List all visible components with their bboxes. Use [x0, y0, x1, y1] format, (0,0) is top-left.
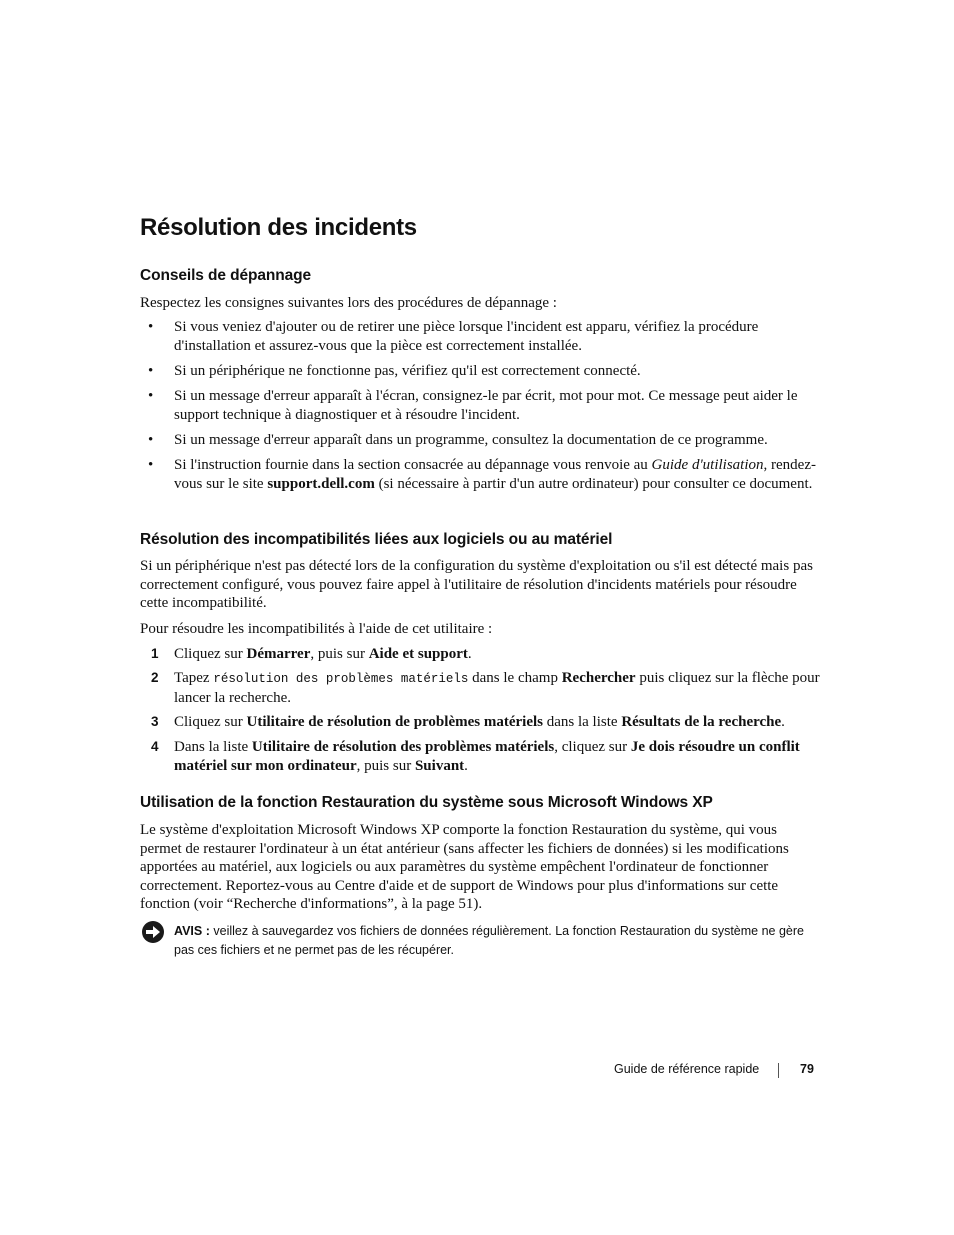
list-item: • Si un message d'erreur apparaît dans un programme, consultez la documentation de ce programme. [148, 432, 768, 448]
user-guide-reference: Guide d'utilisation [651, 457, 764, 473]
bullet-icon: • [148, 432, 154, 448]
list-item: 1 Cliquez sur Démarrer, puis sur Aide et support. [151, 646, 472, 662]
support-site-link[interactable]: support.dell.com [267, 475, 375, 492]
notice-label: AVIS : [174, 924, 210, 938]
list-item: • Si l'instruction fournie dans la section consacrée au dépannage vous renvoie au Guide d'utilisation, rendez-vous sur le site support.dell.com (si nécessaire à partir d'un autre ordinateur) pour consulter ce document. [148, 457, 816, 492]
section-heading-troubleshooting-tips: Conseils de dépannage [140, 267, 312, 284]
notice-arrow-icon [141, 920, 165, 944]
list-item: 2 Tapez résolution des problèmes matériels dans le champ Rechercher puis cliquez sur la flèche pour lancer la recherche. [151, 670, 820, 706]
list-item: 3 Cliquez sur Utilitaire de résolution de problèmes matériels dans la liste Résultats de la recherche. [151, 714, 785, 730]
list-item: 4 Dans la liste Utilitaire de résolution des problèmes matériels, cliquez sur Je dois résoudre un conflit matériel sur mon ordinateur, puis sur Suivant. [151, 739, 800, 774]
section-heading-system-restore: Utilisation de la fonction Restauration du système sous Microsoft Windows XP [140, 794, 713, 811]
footer-separator [778, 1063, 779, 1078]
section2-para1: Si un périphérique n'est pas détecté lors de la configuration du système d'exploitation ou s'il est détecté mais pas correctement configuré, vous pouvez faire appel à l'utilitaire de résolution d'incidents matériels pour résoudre cette incompatibilité. [140, 558, 813, 612]
list-item: • Si vous veniez d'ajouter ou de retirer une pièce lorsque l'incident est apparu, vérifiez la procédure d'installation et assurez-vous que la pièce est correctement installée. [148, 319, 759, 354]
bullet-icon: • [148, 388, 154, 404]
bullet-icon: • [148, 363, 154, 379]
bullet-icon: • [148, 319, 154, 335]
list-item: • Si un périphérique ne fonctionne pas, vérifiez qu'il est correctement connecté. [148, 363, 641, 379]
section2-para2: Pour résoudre les incompatibilités à l'aide de cet utilitaire : [140, 621, 493, 637]
page-number: 79 [800, 1062, 814, 1076]
page-title: Résolution des incidents [140, 214, 417, 241]
list-item: • Si un message d'erreur apparaît à l'écran, consignez-le par écrit, mot pour mot. Ce message peut aider le support technique à diagnostiquer et à résoudre l'incident. [148, 388, 798, 423]
bullet-icon: • [148, 457, 154, 473]
section3-para: Le système d'exploitation Microsoft Windows XP comporte la fonction Restauration du système, qui vous permet de restaurer l'ordinateur à un état antérieur (sans affecter les fichiers de données) si les modifications apportées au matériel, aux logiciels ou aux paramètres du système empêchent l'ordinateur de fonctionner correctement. Reportez-vous au Centre d'aide et de support de Windows pour plus d'informations sur cette fonction (voir “Recherche d'informations”, à la page 51). [140, 822, 789, 913]
section1-intro: Respectez les consignes suivantes lors des procédures de dépannage : [140, 295, 557, 311]
search-term: résolution des problèmes matériels [213, 672, 469, 686]
footer-title: Guide de référence rapide [614, 1062, 760, 1076]
section-heading-incompatibilities: Résolution des incompatibilités liées aux logiciels ou au matériel [140, 531, 613, 548]
notice-text: AVIS : veillez à sauvegardez vos fichiers de données régulièrement. La fonction Restauration du système ne gère pas ces fichiers et ne permet pas de les récupérer. [174, 924, 804, 957]
